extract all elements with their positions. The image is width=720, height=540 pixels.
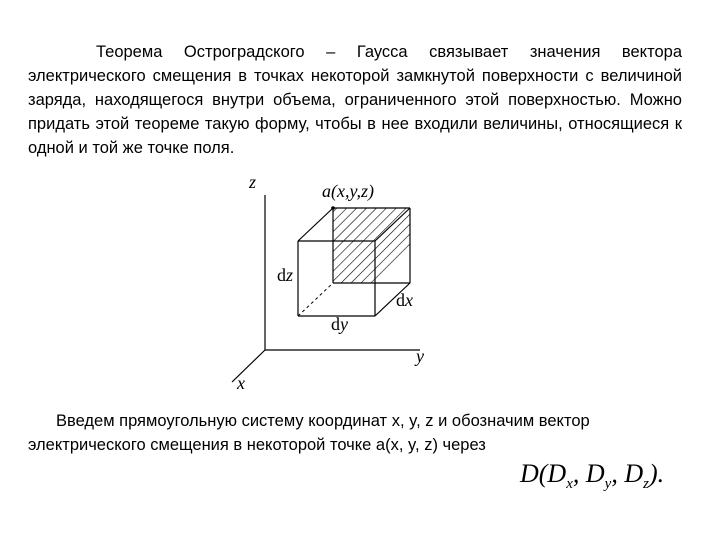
point-a-label: a(x,y,z) xyxy=(322,181,374,201)
x-axis-label: x xyxy=(237,373,245,393)
dz-label: dz xyxy=(277,265,294,285)
intro-paragraph: Теорема Остроградского – Гаусса связывает значения вектора электрического смещения в точках некоторой замкнутой поверхности с величиной заряда, находящегося внутри объема, ограниченного этой поверхностью. Можно придать этой теореме такую форму, чтобы в нее входили величины, относящиеся к одной и той же точке поля. xyxy=(28,43,682,157)
hidden-edges xyxy=(298,283,333,316)
dx-label: dx xyxy=(396,290,413,310)
coordinate-line-1: Введем прямоугольную систему координат x, y, z и обозначим вектор xyxy=(56,412,590,430)
coordinate-line-2: электрического смещения в некоторой точке a(x, y, z) через xyxy=(28,436,486,454)
point-a-marker xyxy=(331,206,335,210)
y-axis-label: y xyxy=(416,346,424,366)
dy-label: dy xyxy=(331,314,348,334)
vector-formula: $D(D_x$, $D_y$, $D_z$). xyxy=(520,459,665,492)
coordinate-paragraph xyxy=(28,409,682,457)
z-axis-label: z xyxy=(249,172,257,192)
